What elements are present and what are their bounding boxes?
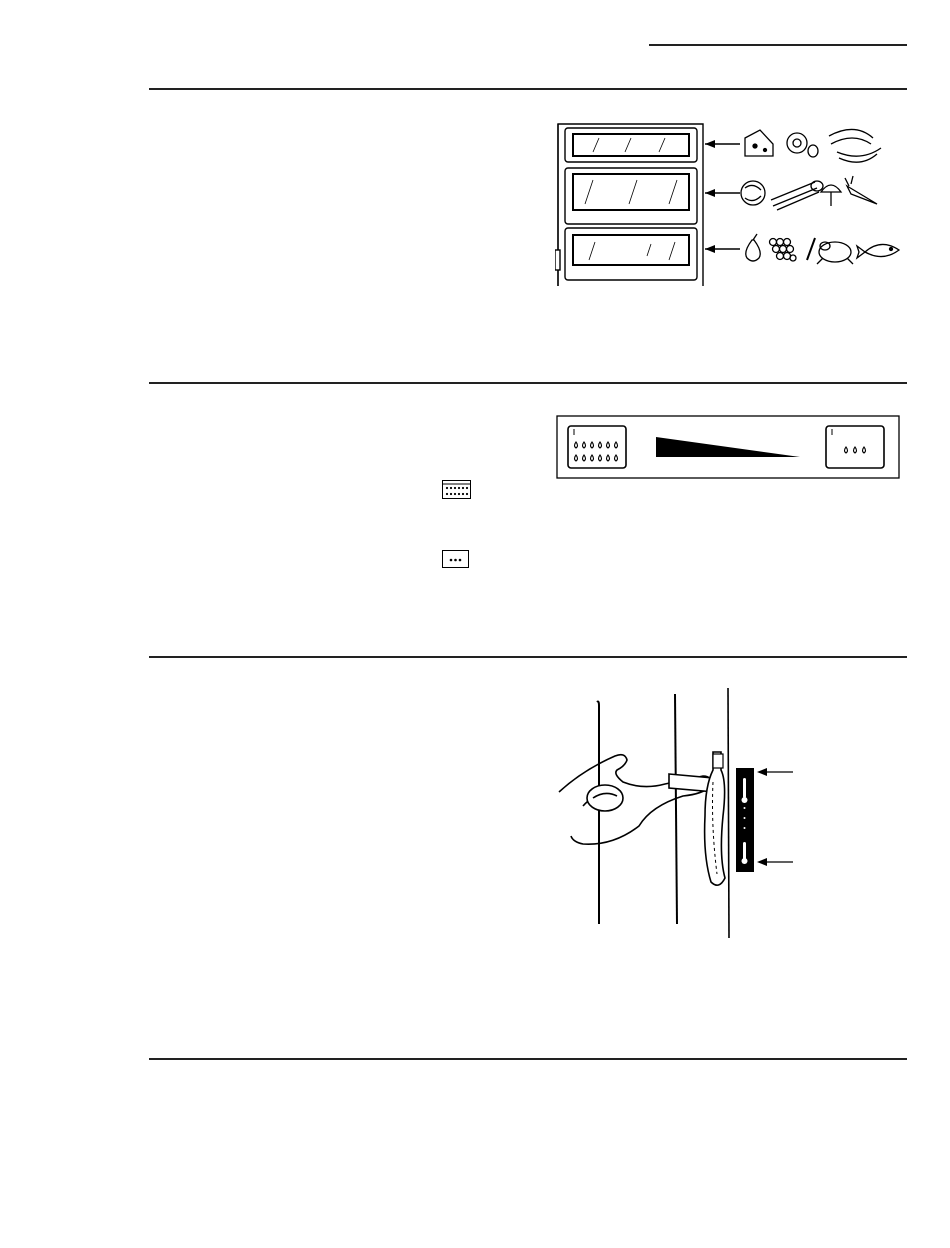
cheese-icon <box>745 130 773 156</box>
lettuce-icon <box>741 181 765 205</box>
hand-outline <box>559 755 711 845</box>
ham-icon <box>787 133 818 157</box>
cabinet-outline <box>558 124 703 286</box>
section-rule-2 <box>149 382 907 384</box>
fish-icon <box>857 244 899 258</box>
high-humidity-icon <box>568 426 626 468</box>
pear-icon <box>746 234 760 261</box>
section-rule-3 <box>149 656 907 658</box>
inline-high-humidity-icon <box>442 480 471 499</box>
low-humidity-icon <box>826 426 884 468</box>
mushroom-icon <box>821 185 841 206</box>
middle-drawer <box>565 168 697 224</box>
carrot-icon <box>845 176 877 204</box>
humidity-control-figure <box>556 415 900 479</box>
grapes-icon <box>770 239 797 262</box>
celery-icon <box>771 181 823 210</box>
drawers-figure <box>555 118 910 288</box>
temperature-control-figure <box>553 686 805 940</box>
inline-low-humidity-icon <box>442 550 469 568</box>
header-rule <box>649 44 907 46</box>
turkey-icon <box>817 242 853 264</box>
section-rule-1 <box>149 88 907 90</box>
sausage-icon <box>829 129 881 162</box>
section-rule-4 <box>149 1058 907 1060</box>
